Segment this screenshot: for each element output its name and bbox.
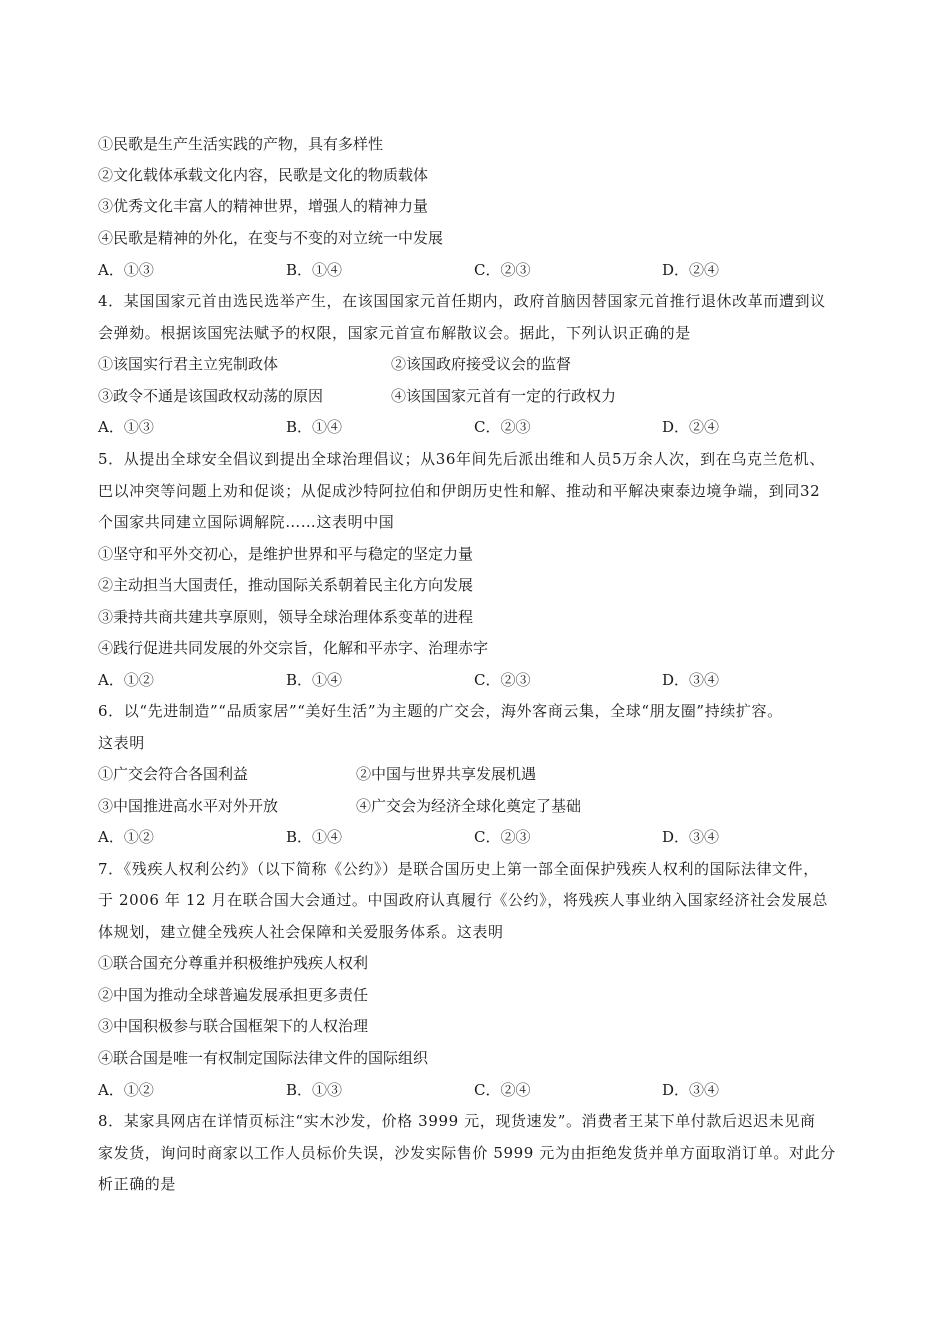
q7-choice-d: D．③④ (662, 1081, 720, 1099)
q6-statement-2: ②中国与世界共享发展机遇 (356, 765, 537, 783)
q5-stem-line-2: 巴以冲突等问题上劝和促谈；从促成沙特阿拉伯和伊朗历史性和解、推动和平解决柬泰边境争端，到同32 (98, 482, 821, 500)
q4-statement-1: ①该国实行君主立宪制政体 (98, 355, 279, 373)
q5-statement-4: ④践行促进共同发展的外交宗旨，化解和平赤字、治理赤字 (98, 639, 489, 657)
q7-statement-4: ④联合国是唯一有权制定国际法律文件的国际组织 (98, 1049, 429, 1067)
q4-choice-d: D．②④ (662, 418, 720, 436)
q6-choice-a: A．①② (98, 828, 154, 846)
q8-stem-line-3: 析正确的是 (98, 1175, 177, 1193)
q3-choice-c: C．②③ (474, 261, 531, 279)
q6-statement-1: ①广交会符合各国利益 (98, 765, 249, 783)
q6-statement-4: ④广交会为经济全球化奠定了基础 (356, 797, 582, 815)
q5-stem-line-1: 5．从提出全球安全倡议到提出全球治理倡议；从36年间先后派出维和人员5万余人次，到在乌克兰危机、 (98, 450, 825, 468)
q7-stem-line-1: 7．《残疾人权利公约》（以下简称《公约》）是联合国历史上第一部全面保护残疾人权利的国际法律文件， (98, 860, 819, 878)
q7-statement-3: ③中国积极参与联合国框架下的人权治理 (98, 1017, 369, 1035)
q6-stem-line-1: 6．以“先进制造”“品质家居”“美好生活”为主题的广交会，海外客商云集，全球“朋友圈”持续扩容。 (98, 702, 783, 720)
q6-stem-line-2: 这表明 (98, 734, 145, 752)
q8-stem-line-1: 8．某家具网店在详情页标注“实木沙发，价格 3999 元，现货速发”。消费者王某下单付款后迟迟未见商 (98, 1112, 816, 1130)
q4-statement-4: ④该国国家元首有一定的行政权力 (391, 387, 617, 405)
q4-choice-a: A．①③ (98, 418, 154, 436)
q5-statement-2: ②主动担当大国责任，推动国际关系朝着民主化方向发展 (98, 576, 474, 594)
q5-choice-b: B．①④ (286, 671, 343, 689)
q4-statement-3: ③政令不通是该国政权动荡的原因 (98, 387, 324, 405)
q3-statement-4: ④民歌是精神的外化，在变与不变的对立统一中发展 (98, 229, 444, 247)
q4-stem-line-2: 会弹劾。根据该国宪法赋予的权限，国家元首宣布解散议会。据此，下列认识正确的是 (98, 324, 691, 342)
q7-statement-2: ②中国为推动全球普遍发展承担更多责任 (98, 986, 369, 1004)
q7-stem-line-2: 于 2006 年 12 月在联合国大会通过。中国政府认真履行《公约》，将残疾人事业纳入国家经济社会发展总 (98, 891, 829, 909)
q3-choice-a: A．①③ (98, 261, 154, 279)
q3-choice-b: B．①④ (286, 261, 343, 279)
q5-choice-d: D．③④ (662, 671, 720, 689)
q4-statement-2: ②该国政府接受议会的监督 (391, 355, 572, 373)
q5-statement-3: ③秉持共商共建共享原则，领导全球治理体系变革的进程 (98, 608, 474, 626)
q7-statement-1: ①联合国充分尊重并积极维护残疾人权利 (98, 954, 369, 972)
q6-statement-3: ③中国推进高水平对外开放 (98, 797, 279, 815)
q5-choice-c: C．②③ (474, 671, 531, 689)
q3-choice-d: D．②④ (662, 261, 720, 279)
q3-statement-3: ③优秀文化丰富人的精神世界，增强人的精神力量 (98, 197, 429, 215)
q6-choice-b: B．①④ (286, 828, 343, 846)
q5-choice-a: A．①② (98, 671, 154, 689)
q7-choice-c: C．②④ (474, 1081, 531, 1099)
q5-statement-1: ①坚守和平外交初心，是维护世界和平与稳定的坚定力量 (98, 545, 474, 563)
q7-stem-line-3: 体规划，建立健全残疾人社会保障和关爱服务体系。这表明 (98, 923, 504, 941)
q4-choice-b: B．①④ (286, 418, 343, 436)
q7-choice-b: B．①③ (286, 1081, 343, 1099)
q6-choice-c: C．②③ (474, 828, 531, 846)
q4-choice-c: C．②③ (474, 418, 531, 436)
q6-choice-d: D．③④ (662, 828, 720, 846)
q3-statement-2: ②文化载体承载文化内容，民歌是文化的物质载体 (98, 166, 429, 184)
q7-choice-a: A．①② (98, 1081, 154, 1099)
q5-stem-line-3: 个国家共同建立国际调解院……这表明中国 (98, 513, 395, 531)
q4-stem-line-1: 4．某国国家元首由选民选举产生，在该国国家元首任期内，政府首脑因替国家元首推行退休改革而遭到议 (98, 292, 826, 310)
q3-statement-1: ①民歌是生产生活实践的产物，具有多样性 (98, 135, 384, 153)
q8-stem-line-2: 家发货，询问时商家以工作人员标价失误，沙发实际售价 5999 元为由拒绝发货并单方面取消订单。对此分 (98, 1144, 836, 1162)
